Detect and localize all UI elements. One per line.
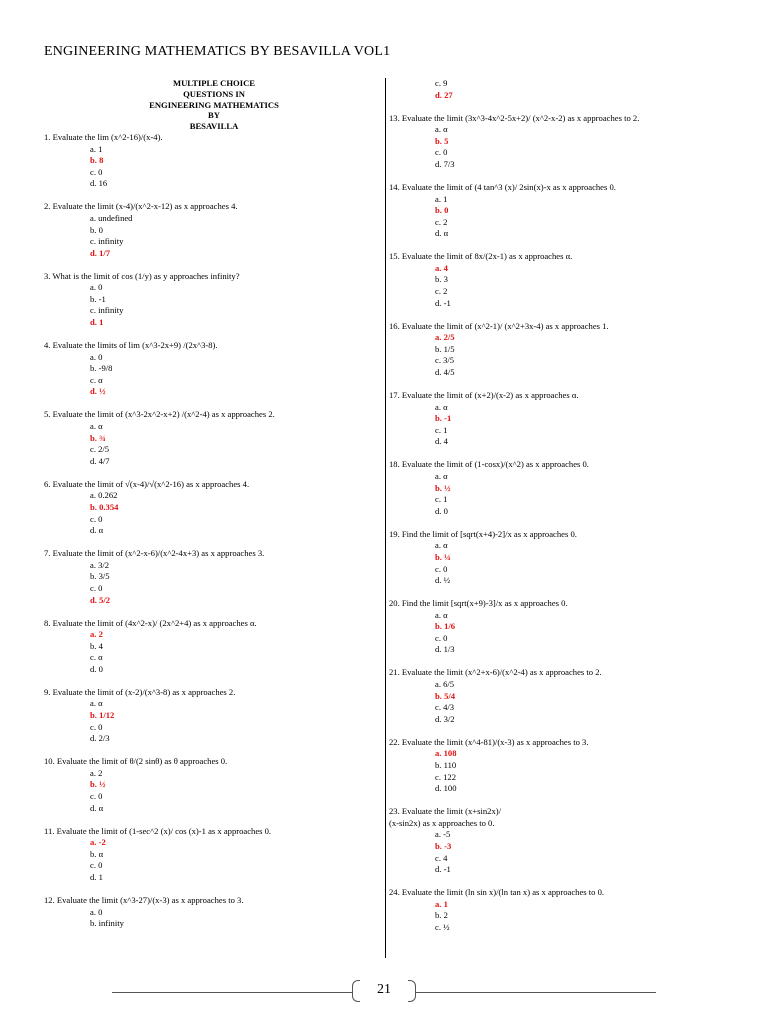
- option: c. 0: [435, 147, 448, 158]
- option: c. α: [90, 374, 103, 385]
- option: a. α: [435, 609, 448, 620]
- option: a. α: [435, 540, 448, 551]
- option: c. 2/5: [90, 444, 110, 455]
- option: c. 0: [90, 513, 103, 524]
- answer-option: b. 0.354: [90, 501, 119, 512]
- option: d. 2/3: [90, 733, 110, 744]
- question-text: 3. What is the limit of cos (1/y) as y approaches infinity?: [44, 270, 240, 281]
- option: a. 0: [90, 282, 103, 293]
- option: b. infinity: [90, 918, 124, 929]
- question-text: 10. Evaluate the limit of θ/(2 sinθ) as θ approaches 0.: [44, 756, 228, 767]
- option: c. 0: [90, 166, 103, 177]
- option: a. 1: [435, 193, 448, 204]
- option: d. 0: [90, 663, 103, 674]
- document-title: [84, 78, 344, 132]
- option: a. 2: [90, 767, 103, 778]
- question-text: 18. Evaluate the limit of (1-cosx)/(x^2) as x approaches 0.: [389, 459, 589, 470]
- question-text: 24. Evaluate the limit (ln sin x)/(ln tan x) as x approaches to 0.: [389, 887, 605, 898]
- question-block: [44, 756, 374, 814]
- question-text: 22. Evaluate the limit (x^4-81)/(x-3) as x approaches to 3.: [389, 736, 589, 747]
- option: c. 0: [90, 721, 103, 732]
- answer-option: b. ½: [435, 482, 451, 493]
- option: a. 0: [90, 351, 103, 362]
- footer-brace-right: [408, 980, 416, 1002]
- question-text: 8. Evaluate the limit of (4x^2-x)/ (2x^2+4) as x approaches α.: [44, 617, 257, 628]
- footer-rule-left: [112, 992, 352, 993]
- page-footer: [0, 980, 768, 1004]
- option: d. 16: [90, 178, 108, 189]
- option: b. -1: [90, 293, 106, 304]
- option: d. -1: [435, 297, 451, 308]
- question-text: 15. Evaluate the limit of 8x/(2x-1) as x approaches α.: [389, 251, 573, 262]
- question-block: [389, 737, 729, 795]
- option: d. α: [90, 802, 104, 813]
- right-column: [389, 78, 729, 945]
- option: c. 4: [435, 852, 448, 863]
- continued-options: [389, 78, 729, 101]
- option: d. 1/3: [435, 644, 455, 655]
- question-text: 12. Evaluate the limit (x^3-27)/(x-3) as x approaches to 3.: [44, 894, 244, 905]
- answer-option: b. 1/6: [435, 621, 456, 632]
- answer-option: a. -2: [90, 837, 106, 848]
- question-block: [44, 340, 374, 398]
- question-block: [44, 271, 374, 329]
- left-question-list: [44, 132, 374, 930]
- option: c. 3/5: [435, 355, 455, 366]
- title-line: BY: [208, 110, 220, 121]
- option: a. α: [435, 401, 448, 412]
- option: b. 4: [90, 640, 103, 651]
- answer-option: b. -3: [435, 840, 452, 851]
- option: a. α: [90, 698, 103, 709]
- question-block: [44, 687, 374, 745]
- option: c. 122: [435, 771, 457, 782]
- option: a. undefined: [90, 212, 133, 223]
- option: c. 2: [435, 216, 448, 227]
- option: c. 0: [90, 860, 103, 871]
- option: c. infinity: [90, 305, 124, 316]
- option: b. 2: [435, 910, 448, 921]
- left-column: [44, 78, 374, 941]
- question-text: 20. Find the limit [sqrt(x+9)-3]/x as x approaches 0.: [389, 598, 568, 609]
- answer-option: a. 2: [90, 629, 103, 640]
- option: d. ½: [435, 575, 451, 586]
- question-block: [44, 895, 374, 930]
- question-block: [389, 251, 729, 309]
- question-block: [389, 459, 729, 517]
- question-block: [389, 321, 729, 379]
- question-block: [44, 409, 374, 467]
- question-block: [44, 826, 374, 884]
- question-block: [389, 806, 729, 876]
- option: a. 3/2: [90, 559, 110, 570]
- option: b. α: [90, 848, 104, 859]
- answer-option: d. ½: [90, 386, 106, 397]
- question-text: 1. Evaluate the lim (x^2-16)/(x-4).: [44, 131, 163, 142]
- option: b. 3: [435, 274, 448, 285]
- answer-option: b. 5/4: [435, 690, 456, 701]
- answer-option: d. 1/7: [90, 247, 111, 258]
- question-text: 5. Evaluate the limit of (x^3-2x^2-x+2) /(x^2-4) as x approaches 2.: [44, 409, 275, 420]
- answer-option: b. ½: [90, 779, 106, 790]
- right-question-list: [389, 113, 729, 934]
- option: b. 1/5: [435, 343, 455, 354]
- answer-option: b. 0: [435, 205, 449, 216]
- option: d. 4/7: [90, 455, 110, 466]
- option: c. 9: [435, 78, 448, 88]
- option: c. 1: [435, 494, 448, 505]
- title-line: ENGINEERING MATHEMATICS: [149, 99, 279, 110]
- option: b. 110: [435, 760, 457, 770]
- answer-option: b. 1/12: [90, 710, 115, 721]
- option: a. 0: [90, 906, 103, 917]
- option: c. 0: [435, 563, 448, 574]
- title-line: BESAVILLA: [189, 121, 239, 132]
- question-block: [389, 390, 729, 448]
- option: b. 0: [90, 224, 103, 235]
- option: a. α: [435, 470, 448, 481]
- question-block: [389, 182, 729, 240]
- option: c. 2: [435, 286, 448, 297]
- question-text: (x-sin2x) as x approaches to 0.: [389, 817, 495, 828]
- option: c. 4/3: [435, 702, 455, 713]
- option: a. 1: [90, 143, 103, 154]
- question-block: [44, 479, 374, 537]
- option: a. 0.262: [90, 490, 118, 501]
- answer-option: d. 27: [435, 89, 453, 100]
- question-text: 9. Evaluate the limit of (x-2)/(x^3-8) as x approaches 2.: [44, 686, 236, 697]
- option: d. 100: [435, 783, 457, 794]
- option: b. 3/5: [90, 571, 110, 582]
- question-text: 16. Evaluate the limit of (x^2-1)/ (x^2+3x-4) as x approaches 1.: [389, 320, 609, 331]
- option: c. infinity: [90, 236, 124, 247]
- title-line: QUESTIONS IN: [183, 88, 245, 99]
- option: a. -5: [435, 829, 451, 840]
- option: c. α: [90, 652, 103, 663]
- column-divider: [385, 78, 386, 958]
- option: d. α: [90, 525, 104, 536]
- question-text: 17. Evaluate the limit of (x+2)/(x-2) as x approaches α.: [389, 390, 579, 401]
- option: d. 3/2: [435, 713, 455, 724]
- question-text: 7. Evaluate the limit of (x^2-x-6)/(x^2-4x+3) as x approaches 3.: [44, 548, 265, 559]
- title-line: MULTIPLE CHOICE: [172, 78, 256, 88]
- question-text: 4. Evaluate the limits of lim (x^3-2x+9) /(2x^3-8).: [44, 340, 218, 351]
- question-text: 23. Evaluate the limit (x+sin2x)/: [389, 806, 502, 817]
- answer-option: a. 2/5: [435, 332, 455, 343]
- option: d. 7/3: [435, 158, 455, 169]
- answer-option: d. 1: [90, 317, 104, 328]
- answer-option: a. 108: [435, 748, 457, 759]
- answer-option: a. 1: [435, 898, 448, 909]
- question-text: 13. Evaluate the limit (3x^3-4x^2-5x+2)/ (x^2-x-2) as x approaches to 2.: [389, 112, 640, 123]
- option: a. α: [435, 124, 448, 135]
- question-block: [44, 618, 374, 676]
- question-text: 21. Evaluate the limit (x^2+x-6)/(x^2-4) as x approaches to 2.: [389, 667, 602, 678]
- page-number: 21: [377, 982, 391, 997]
- answer-option: b. 8: [90, 155, 104, 166]
- answer-option: a. 4: [435, 262, 448, 273]
- option: d. -1: [435, 864, 451, 875]
- question-block: [389, 113, 729, 171]
- question-block: [44, 548, 374, 606]
- question-text: 2. Evaluate the limit (x-4)/(x^2-x-12) as x approaches 4.: [44, 201, 238, 212]
- option: d. 0: [435, 505, 448, 516]
- question-block: [389, 598, 729, 656]
- option: a. 6/5: [435, 679, 455, 690]
- option: c. 0: [90, 582, 103, 593]
- option: c. 1: [435, 424, 448, 435]
- option: c. 0: [90, 791, 103, 801]
- footer-brace-left: [352, 980, 360, 1002]
- question-block: [389, 667, 729, 725]
- option: a. α: [90, 421, 103, 432]
- question-block: [44, 201, 374, 259]
- question-block: [44, 132, 374, 190]
- answer-option: b. -1: [435, 413, 452, 424]
- option: d. α: [435, 228, 449, 239]
- answer-option: d. 5/2: [90, 594, 111, 605]
- option: b. -9/8: [90, 363, 113, 374]
- answer-option: b. 5: [435, 135, 449, 146]
- option: c. ½: [435, 921, 450, 932]
- option: c. 0: [435, 632, 448, 643]
- option: d. 4/5: [435, 367, 455, 378]
- question-block: [389, 529, 729, 587]
- option: d. 1: [90, 871, 103, 882]
- question-block: [389, 887, 729, 933]
- footer-rule-right: [416, 992, 656, 993]
- answer-option: b. ¼: [435, 551, 451, 562]
- option: d. 4: [435, 436, 448, 447]
- document-header: ENGINEERING MATHEMATICS BY BESAVILLA VOL1: [44, 44, 391, 59]
- question-text: 11. Evaluate the limit of (1-sec^2 (x)/ cos (x)-1 as x approaches 0.: [44, 825, 272, 836]
- answer-option: b. ¾: [90, 432, 106, 443]
- question-text: 6. Evaluate the limit of √(x-4)/√(x^2-16) as x approaches 4.: [44, 478, 250, 489]
- question-text: 14. Evaluate the limit of (4 tan^3 (x)/ 2sin(x)-x as x approaches 0.: [389, 181, 616, 192]
- question-text: 19. Find the limit of [sqrt(x+4)-2]/x as x approaches 0.: [389, 528, 577, 539]
